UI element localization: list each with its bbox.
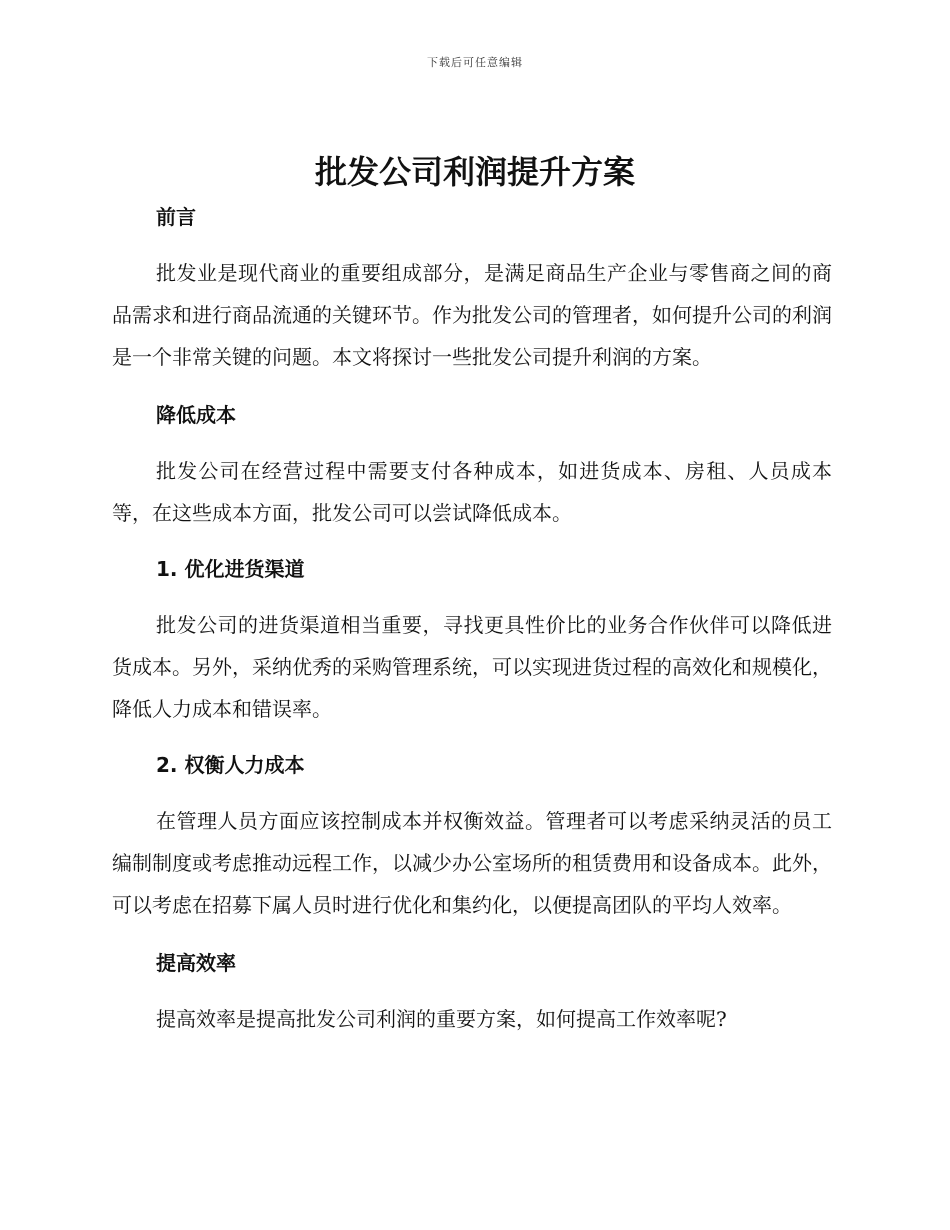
subsection-heading: 2. 权衡人力成本 (156, 753, 305, 777)
paragraph: 批发公司的进货渠道相当重要，寻找更具性价比的业务合作伙伴可以降低进货成本。另外，采纳优秀的采购管理系统，可以实现进货过程的高效化和规模化，降低人力成本和错误率。 (112, 613, 832, 721)
paragraph: 批发业是现代商业的重要组成部分，是满足商品生产企业与零售商之间的商品需求和进行商品流通的关键环节。作为批发公司的管理者，如何提升公司的利润是一个非常关键的问题。本文将探讨一些批发公司提升利润的方案。 (112, 261, 832, 369)
section-heading: 降低成本 (156, 403, 236, 427)
document-title: 批发公司利润提升方案 (314, 153, 635, 191)
section-preface (112, 196, 832, 378)
section-labor-cost (112, 744, 832, 926)
section-improve-efficiency (112, 942, 832, 1040)
section-optimize-purchasing (112, 548, 832, 730)
section-heading: 前言 (156, 205, 196, 229)
section-reduce-cost (112, 394, 832, 534)
paragraph: 在管理人员方面应该控制成本并权衡效益。管理者可以考虑采纳灵活的员工编制制度或考虑推动远程工作，以减少办公室场所的租赁费用和设备成本。此外，可以考虑在招募下属人员时进行优化和集约化，以便提高团队的平均人效率。 (112, 809, 832, 917)
paragraph: 批发公司在经营过程中需要支付各种成本，如进货成本、房租、人员成本等，在这些成本方面，批发公司可以尝试降低成本。 (112, 459, 832, 525)
paragraph: 提高效率是提高批发公司利润的重要方案，如何提高工作效率呢? (156, 1007, 727, 1031)
header-note: 下载后可任意编辑 (427, 56, 523, 69)
subsection-heading: 1. 优化进货渠道 (156, 557, 305, 581)
section-heading: 提高效率 (156, 951, 236, 975)
document-body (112, 196, 832, 1040)
